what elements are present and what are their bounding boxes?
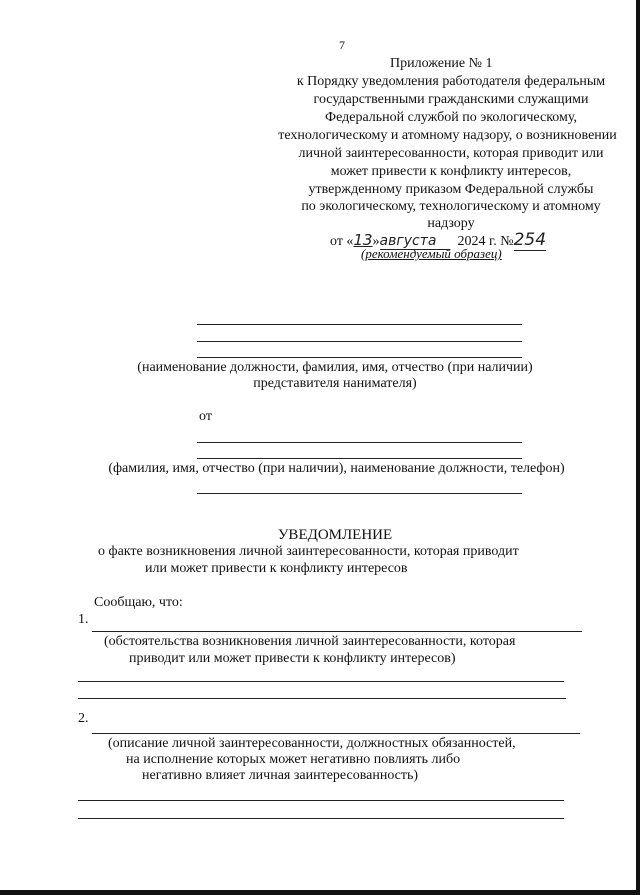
addressee-line: [197, 324, 522, 325]
appendix-line: к Порядку уведомления работодателя федеральным: [296, 74, 606, 89]
notice-title: УВЕДОМЛЕНИЕ: [277, 527, 393, 543]
page-number: 7: [339, 38, 345, 52]
appendix-line: надзору: [427, 216, 475, 231]
item-line: [78, 698, 566, 699]
appendix-line: утвержденному приказом Федеральной службы: [308, 182, 594, 197]
item-caption: негативно влияет личная заинтересованность): [142, 768, 419, 783]
item-caption: (обстоятельства возникновения личной заинтересованности, которая: [104, 634, 516, 649]
addressee-line: [197, 341, 522, 342]
item-line: [92, 631, 582, 632]
order-prefix: от «: [330, 234, 354, 249]
addressee-caption: представителя нанимателя): [253, 376, 417, 391]
item-line: [78, 800, 564, 801]
item-caption: (описание личной заинтересованности, должностных обязанностей,: [108, 736, 516, 751]
notice-intro: Сообщаю, что:: [94, 595, 183, 610]
scan-edge-right: [636, 0, 640, 895]
addressee-caption: (наименование должности, фамилия, имя, отчество (при наличии): [137, 360, 533, 375]
scan-edge-bottom: [0, 890, 640, 895]
order-month: августа: [380, 233, 450, 250]
order-year: 2024 г. №: [457, 234, 514, 249]
item-number: 1.: [78, 612, 89, 627]
from-label: от: [199, 409, 212, 424]
item-caption: на исполнение которых может негативно повлиять либо: [126, 752, 461, 767]
appendix-line: может привести к конфликту интересов,: [330, 164, 572, 179]
notice-subtitle: или может привести к конфликту интересов: [145, 561, 408, 576]
appendix-title: Приложение № 1: [390, 56, 493, 71]
order-number: 254: [513, 230, 547, 250]
appendix-line: государственными гражданскими служащими: [313, 92, 589, 107]
item-caption: приводит или может привести к конфликту интересов): [129, 651, 456, 666]
sender-line: [197, 442, 522, 443]
sender-line: [197, 458, 522, 459]
notice-subtitle: о факте возникновения личной заинтересованности, которая приводит: [98, 544, 519, 559]
item-line: [78, 818, 564, 819]
order-quote-close: »: [372, 234, 380, 249]
appendix-line: технологическому и атомному надзору, о возникновении: [278, 128, 617, 143]
addressee-line: [197, 357, 522, 358]
sender-caption: (фамилия, имя, отчество (при наличии), наименование должности, телефон): [108, 461, 565, 476]
sample-note: (рекомендуемый образец): [361, 246, 502, 261]
appendix-line: по экологическому, технологическому и атомному: [301, 199, 601, 214]
appendix-line: Федеральной службой по экологическому,: [325, 110, 577, 125]
appendix-line: личной заинтересованности, которая приводит или: [298, 146, 604, 161]
order-day: 13: [353, 231, 373, 249]
item-line: [78, 681, 564, 682]
sender-line: [197, 493, 522, 494]
item-number: 2.: [78, 711, 89, 726]
item-line: [92, 733, 580, 734]
